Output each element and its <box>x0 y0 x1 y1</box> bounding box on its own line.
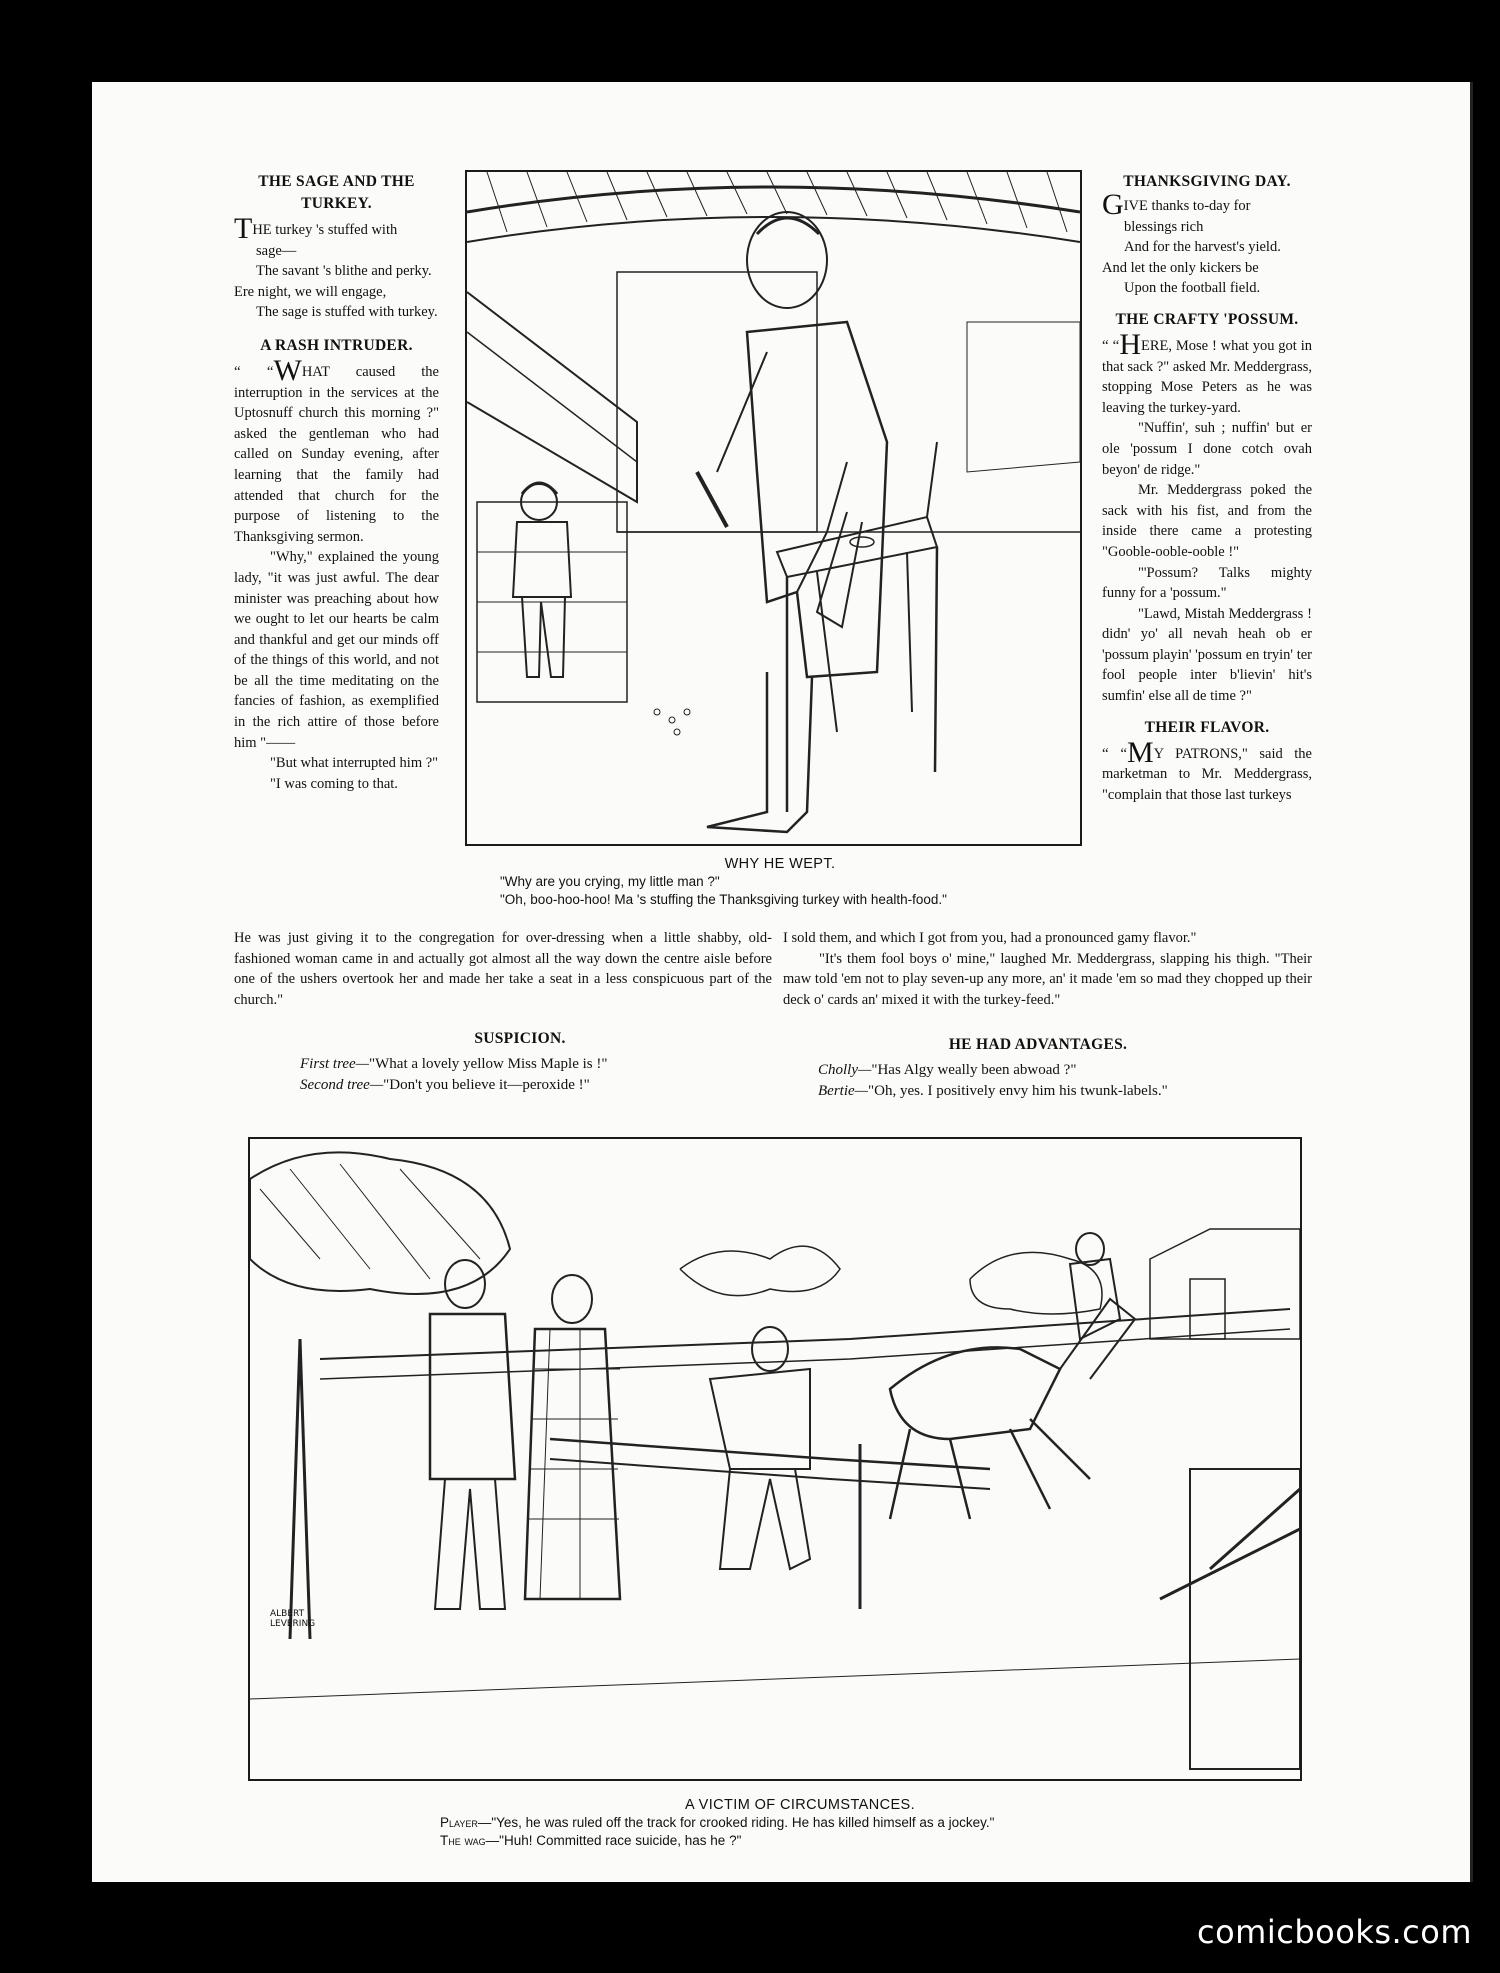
sage-turkey-poem: THE turkey 's stuffed with sage— The savant 's blithe and perky. Ere night, we will engage, The sage is stuffed with turkey. <box>234 212 438 321</box>
man-and-boy-drawing <box>467 172 1080 844</box>
rash-intruder-paragraph: “ “WHAT caused the interruption in the services at the Uptosnuff church this morning ?" asked the gentleman who had called on Sunday evening, after learning that the family had attended that church for the purpose of listening to the Thanksgiving sermon. <box>234 353 439 545</box>
rash-intruder-paragraph: "I was coming to that. <box>270 775 398 792</box>
watermark-text: comicbooks.com <box>1196 1913 1472 1951</box>
crafty-possum-paragraph: “ “HERE, Mose ! what you got in that sack ?" asked Mr. Meddergrass, stopping Mose Peters as he was leaving the turkey-yard. <box>1102 327 1312 416</box>
caption-title: A VICTIM OF CIRCUMSTANCES. <box>684 1797 916 1813</box>
suspicion-heading: SUSPICION. <box>474 1030 566 1047</box>
crafty-possum-paragraph: "Nuffin', suh ; nuffin' but er ole 'possum I done cotch ovah beyon' de ridge." <box>1102 420 1312 478</box>
caption-line: "Why are you crying, my little man ?" <box>500 874 720 889</box>
caption-line: "Oh, boo-hoo-hoo! Ma 's stuffing the Thanksgiving turkey with health-food." <box>500 892 947 907</box>
advantages-joke: HE HAD ADVANTAGES. Cholly—"Has Algy weally been abwoad ?" Bertie—"Oh, yes. I positively envy him his twunk-labels." <box>818 1034 1298 1102</box>
caption-line: The wag—"Huh! Committed race suicide, has he ?" <box>440 1833 742 1848</box>
left-column <box>234 171 439 794</box>
rash-intruder-paragraph: "But what interrupted him ?" <box>270 755 439 772</box>
why-he-wept-caption <box>500 855 1060 909</box>
artist-signature: ALBERT LEVERING <box>270 1609 316 1629</box>
why-he-wept-illustration <box>465 170 1082 846</box>
suspicion-joke: SUSPICION. First tree—"What a lovely yellow Miss Maple is !" Second tree—"Don't you believe it—peroxide !" <box>300 1028 740 1096</box>
their-flavor-heading: THEIR FLAVOR. <box>1144 718 1270 736</box>
rash-intruder-paragraph: "Why," explained the young lady, "it was just awful. The dear minister was preaching about how we ought to let our hearts be calm and thankful and get our minds off of the things of this world, and not be all the time meditating on the fancies of fashion, as exemplified in the rich attire of those before him "—— <box>234 549 439 751</box>
racetrack-drawing <box>250 1139 1300 1779</box>
caption-line: Player—"Yes, he was ruled off the track for crooked riding. He has killed himself as a jockey." <box>440 1815 995 1830</box>
victim-caption <box>440 1796 1160 1850</box>
victim-of-circumstances-illustration <box>248 1137 1302 1781</box>
crafty-possum-heading: THE CRAFTY 'POSSUM. <box>1115 310 1299 328</box>
crafty-possum-paragraph: Mr. Meddergrass poked the sack with his fist, and from the inside there came a protesting "Gooble-ooble-ooble !" <box>1102 482 1312 560</box>
advantages-heading: HE HAD ADVANTAGES. <box>948 1036 1128 1053</box>
their-flavor-paragraph: “ “MY PATRONS," said the marketman to Mr. Meddergrass, "complain that those last turkeys <box>1102 735 1312 803</box>
thanksgiving-day-heading: THANKSGIVING DAY. <box>1123 173 1291 190</box>
rash-intruder-heading: A RASH INTRUDER. <box>260 336 413 354</box>
crafty-possum-paragraph: "Lawd, Mistah Meddergrass ! didn' yo' all nevah heah ob er 'possum playin' 'possum en tryin' ter fool people inter b'lievin' hit's sumfin' else all de time ?" <box>1102 605 1312 705</box>
page-edge <box>1470 82 1473 1882</box>
caption-title: WHY HE WEPT. <box>724 856 836 872</box>
rash-intruder-continuation: He was just giving it to the congregation for over-dressing when a little shabby, old-fashioned woman came in and actually got almost all the way down the centre aisle before one of the ushers overtook her and made her take a seat in a less conspicuous part of the church." <box>234 930 772 1008</box>
crafty-possum-paragraph: "'Possum? Talks mighty funny for a 'possum." <box>1102 564 1312 602</box>
their-flavor-continuation: I sold them, and which I got from you, had a pronounced gamy flavor." "It's them fool boys o' mine," laughed Mr. Meddergrass, slapping his thigh. "Their maw told 'em not to play seven-up any more, an' it made 'em so mad they chopped up their deck o' cards an' mixed it with the turkey-feed." <box>783 930 1312 1008</box>
right-column <box>1102 171 1312 805</box>
sage-turkey-heading: THE SAGE AND THE TURKEY. <box>258 173 415 212</box>
thanksgiving-poem: GIVE thanks to-day for blessings rich And for the harvest's yield. And let the only kickers be Upon the football field. <box>1102 188 1281 297</box>
